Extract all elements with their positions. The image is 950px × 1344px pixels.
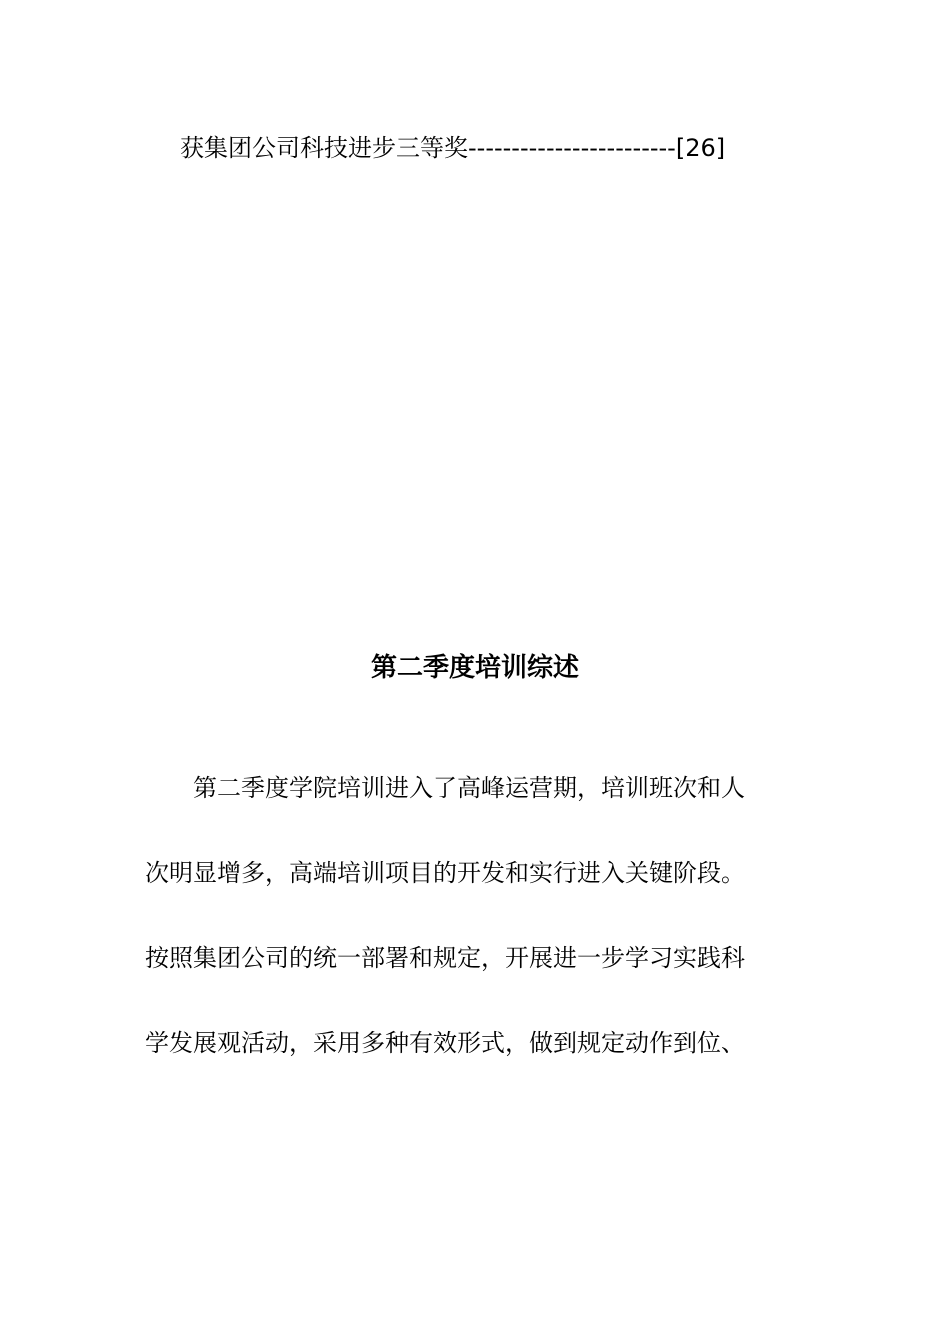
paragraph-line: 学发展观活动，采用多种有效形式，做到规定动作到位、 <box>145 1029 745 1057</box>
body-paragraph <box>145 766 810 1106</box>
paragraph-line: 次明显增多，高端培训项目的开发和实行进入关键阶段。 <box>145 859 745 887</box>
section-title: 第二季度培训综述 <box>370 653 579 683</box>
toc-entry: 获集团公司科技进步三等奖------------------------[26] <box>180 134 726 162</box>
paragraph-line: 按照集团公司的统一部署和规定，开展进一步学习实践科 <box>145 944 745 972</box>
paragraph-line: 第二季度学院培训进入了高峰运营期，培训班次和人 <box>193 774 745 802</box>
